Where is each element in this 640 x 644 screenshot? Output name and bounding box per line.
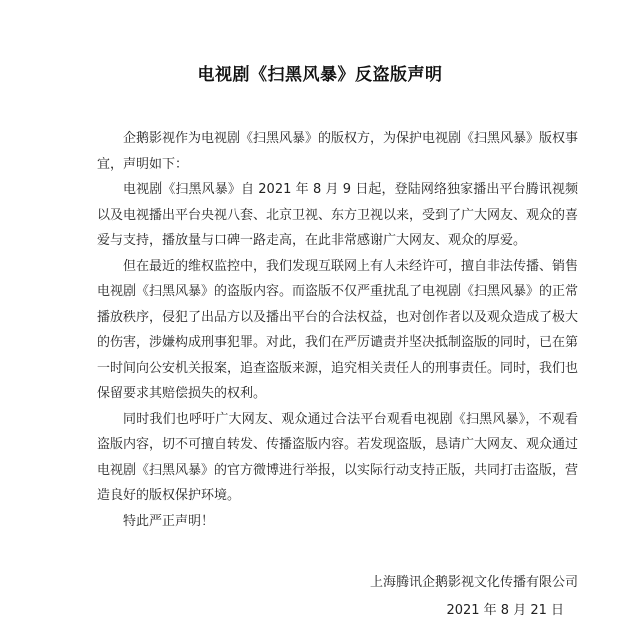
- statement-date: 2021 年 8 月 21 日: [446, 603, 564, 618]
- company-name: 上海腾讯企鹅影视文化传播有限公司: [369, 575, 578, 590]
- paragraph-appeal: 同时我们也呼吁广大网友、观众通过合法平台观看电视剧《扫黑风暴》，不观看盗版内容，切不可擅自转发、传播盗版内容。若发现盗版，恳请广大网友、观众通过电视剧《扫黑风暴》的官方微博进行举报，以实际行动支持正版，共同打击盗版，营造良好的版权保护环境。: [97, 411, 579, 503]
- paragraph-closing: 特此严正声明！: [123, 513, 215, 529]
- document-title: 电视剧《扫黑风暴》反盗版声明: [197, 65, 443, 85]
- paragraph-piracy: 但在最近的维权监控中，我们发现互联网上有人未经许可，擅自非法传播、销售电视剧《扫黑风暴》的盗版内容。而盗版不仅严重扰乱了电视剧《扫黑风暴》的正常播放秩序，侵犯了出品方以及播出平台的合法权益，也对创作者以及观众造成了极大的伤害，涉嫌构成刑事犯罪。对此，我们在严厉谴责并坚决抵制盗版的同时，已在第一时间向公安机关报案，追查盗版来源，追究相关责任人的刑事责任。同时，我们也保留要求其赔偿损失的权利。: [97, 258, 579, 401]
- statement-body: [97, 126, 578, 534]
- signature-block: [370, 569, 578, 625]
- paragraph-intro: 企鹅影视作为电视剧《扫黑风暴》的版权方，为保护电视剧《扫黑风暴》版权事宜，声明如下：: [97, 131, 579, 172]
- paragraph-broadcast: 电视剧《扫黑风暴》自 2021 年 8 月 9 日起，登陆网络独家播出平台腾讯视频以及电视播出平台央视八套、北京卫视、东方卫视以来，受到了广大网友、观众的喜爱与支持，播放量与口碑一路走高，在此非常感谢广大网友、观众的厚爱。: [97, 182, 579, 248]
